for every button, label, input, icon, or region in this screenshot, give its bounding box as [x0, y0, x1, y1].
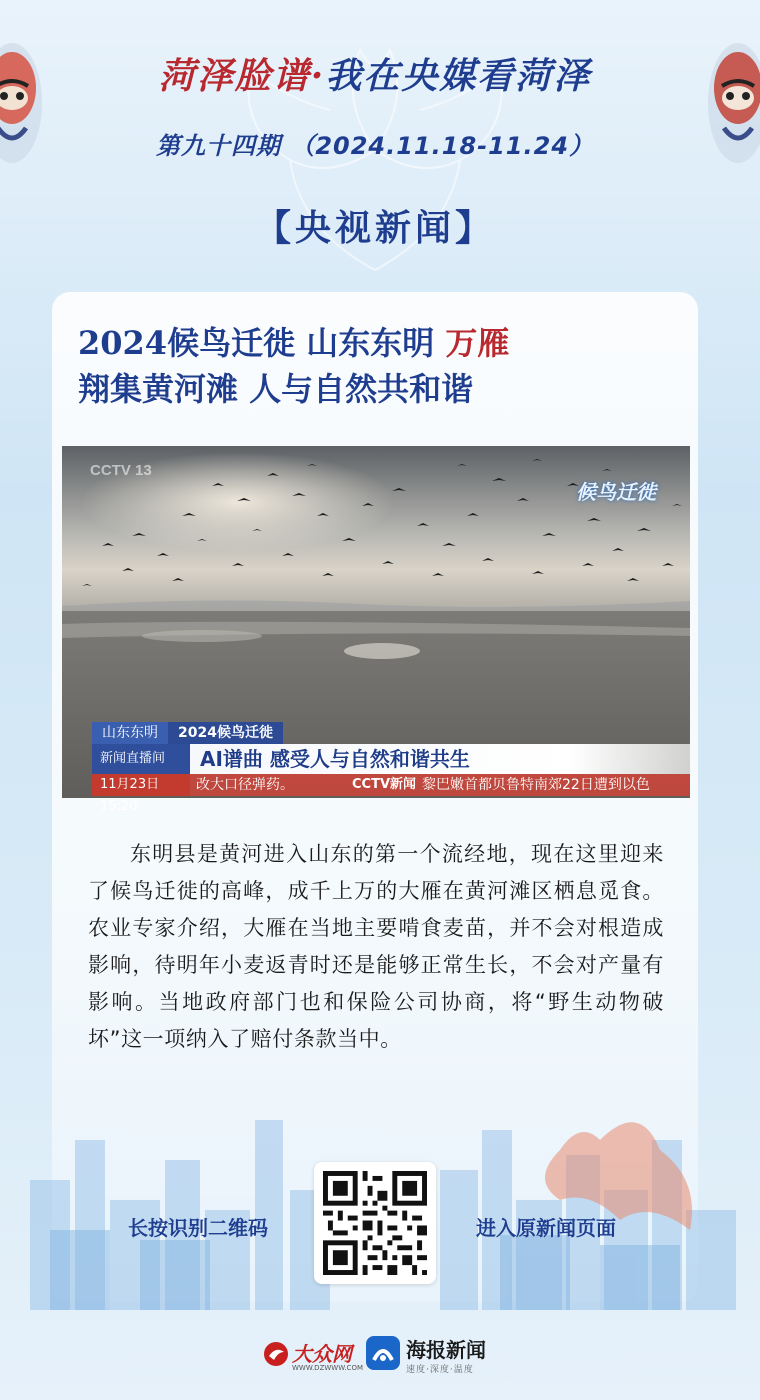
- haibao-logo-name: 海报新闻: [406, 1338, 486, 1362]
- ticker-text-left: 改大口径弹药。: [196, 777, 294, 793]
- article-body: 东明县是黄河进入山东的第一个流经地，现在这里迎来了候鸟迁徙的高峰，成千上万的大雁在黄河滩区栖息觅食。农业专家介绍，大雁在当地主要啃食麦苗，并不会对根造成影响，待明年小麦返青时还是能够正常生长，不会对产量有影响。当地政府部门也和保险公司协商，将“野生动物破坏”这一项纳入了赔付条款当中。: [88, 842, 664, 1051]
- haibao-mark-icon: [366, 1336, 400, 1370]
- dazhong-mark-icon: [262, 1340, 290, 1368]
- headline-line1-main: 2024候鸟迁徙 山东东明: [78, 324, 446, 362]
- video-still[interactable]: [62, 446, 690, 814]
- issue-number: 第九十四期 （2024.11.18-11.24）: [155, 132, 595, 160]
- broadcast-time: 11月23日15:20: [92, 774, 190, 796]
- dazhong-logo-name: 大众网: [292, 1342, 352, 1366]
- title-part-heze-face: 菏泽脸谱: [158, 55, 311, 97]
- news-source: 【央视新闻】: [254, 208, 495, 249]
- location-tag: 山东东明: [92, 722, 168, 744]
- haibao-logo-slogan: 速度·深度·温度: [406, 1365, 474, 1375]
- qr-code-icon: [323, 1171, 427, 1275]
- show-name-label: 新闻直播间: [92, 744, 190, 774]
- ticker-cctv-news-logo: CCTV新闻: [352, 777, 417, 792]
- program-logo: 候鸟迁徙: [576, 480, 656, 504]
- headline-line2: 翔集黄河滩 人与自然共和谐: [78, 370, 474, 408]
- ticker-text-right: 黎巴嫩首都贝鲁特南郊22日遭到以色: [422, 777, 650, 793]
- haibao-logo: [366, 1334, 496, 1376]
- qr-instruction-left: 长按识别二维码: [128, 1216, 268, 1240]
- dazhong-logo-url: WWW.DZWWW.COM: [292, 1364, 363, 1372]
- page-title: [0, 48, 750, 99]
- qr-code[interactable]: [314, 1162, 436, 1284]
- title-part-media: 我在央媒看菏泽: [325, 55, 592, 97]
- topic-tag: 2024候鸟迁徙: [168, 722, 283, 744]
- news-lower-third: [92, 722, 690, 814]
- headline-line1-accent: 万雁: [445, 324, 510, 362]
- cctv-channel-logo: CCTV 13: [90, 462, 152, 479]
- video-caption: AI谱曲 感受人与自然和谐共生: [200, 747, 470, 771]
- qr-instruction-right: 进入原新闻页面: [476, 1216, 616, 1240]
- dazhong-logo: [262, 1336, 363, 1376]
- footer-logos: [0, 1330, 750, 1380]
- title-separator: ·: [310, 55, 326, 97]
- article-headline: [78, 320, 678, 412]
